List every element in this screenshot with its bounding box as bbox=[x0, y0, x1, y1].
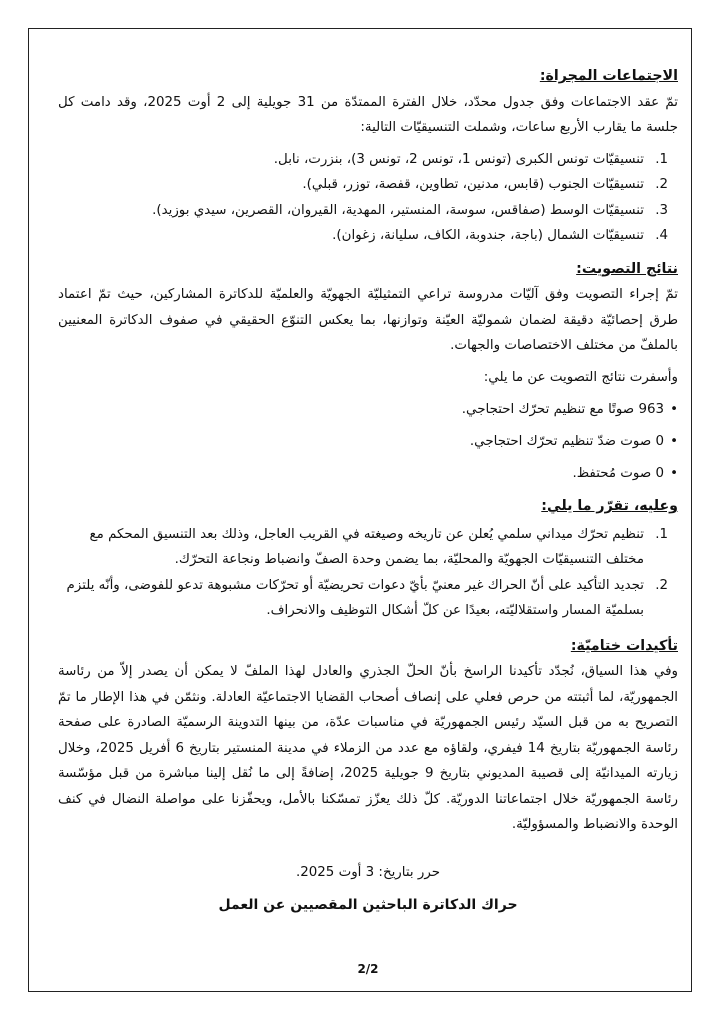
list-item: • 0 صوت مُحتفظ. bbox=[58, 458, 678, 490]
decisions-list bbox=[58, 522, 678, 624]
list-item bbox=[58, 198, 678, 224]
list-number: 2. bbox=[655, 177, 668, 192]
voting-results-list bbox=[58, 394, 678, 490]
list-item bbox=[58, 172, 678, 198]
list-item bbox=[58, 223, 678, 249]
list-text: تنسيقيّات الوسط (صفاقس، سوسة، المنستير، المهدية، القيروان، القصرين، سيدي بوزيد). bbox=[152, 202, 644, 218]
meetings-list bbox=[58, 147, 678, 249]
date-line: حرر بتاريخ: 3 أوت 2025. bbox=[295, 864, 441, 880]
document-body bbox=[58, 60, 678, 990]
list-text: تنظيم تحرّك ميداني سلمي يُعلن عن تاريخه وصيغته في القريب العاجل، وذلك بعد التنسيق المحكم مع مختلف التنسيقيّات الجهويّة والمحليّة، بما يضمن وحدة الصفّ وانضباط ونجاعة التحرّك. bbox=[89, 526, 644, 567]
signature: حراك الدكاترة الباحثين المقصيين عن العمل bbox=[218, 897, 518, 913]
list-text: تجديد التأكيد على أنّ الحراك غير معنيّ بأيّ دعوات تحريضيّة أو تحرّكات مشبوهة تدعو للفوضى، وأنّه يلتزم بسلميّة المسار واستقلاليّته، بعيدًا عن كلّ أشكال التوظيف والانحراف. bbox=[66, 577, 644, 618]
list-text: تنسيقيّات الشمال (باجة، جندوبة، الكاف، سليانة، زغوان). bbox=[332, 228, 644, 243]
list-number: 1. bbox=[655, 151, 668, 167]
list-number: 2. bbox=[655, 577, 668, 593]
voting-results-intro: وأسفرت نتائج التصويت عن ما يلي: bbox=[483, 369, 678, 385]
list-item: • 963 صوتًا مع تنظيم تحرّك احتجاجي. bbox=[58, 394, 678, 426]
meetings-heading: الاجتماعات المجراة: bbox=[539, 68, 678, 84]
list-text: تنسيقيّات الجنوب (قابس، مدنين، تطاوين، قفصة، توزر، قبلي). bbox=[302, 177, 644, 192]
list-item: • 0 صوت ضدّ تنظيم تحرّك احتجاجي. bbox=[58, 426, 678, 458]
page-number: 2/2 bbox=[357, 962, 379, 976]
list-item bbox=[58, 573, 678, 624]
meetings-intro: تمّ عقد الاجتماعات وفق جدول محدّد، خلال الفترة الممتدّة من 31 جويلية إلى 2 أوت 2025، وقد دامت كل جلسة ما يقارب الأربع ساعات، وشملت التنسيقيّات التالية: bbox=[58, 94, 678, 135]
list-text: تنسيقيّات تونس الكبرى (تونس 1، تونس 2، تونس 3)، بنزرت، نابل. bbox=[273, 151, 644, 167]
closing-paragraph: وفي هذا السياق، نُجدّد تأكيدنا الراسخ بأنّ الحلّ الجذري والعادل لهذا الملفّ لا يمكن أن يصدر إلاّ من رئاسة الجمهوريّة، لما أثبتته من حرص فعلي على إنصاف أصحاب القضايا الاجتماعيّة العادلة. ونثمّن في هذا الإطار ما تمّ التصريح به من قبل السيّد رئيس الجمهوريّة في مناسبات عدّة، من بينها التدوينة الرسميّة الصادرة على صفحة رئاسة الجمهوريّة بتاريخ 14 فيفري، ولقاؤه مع عدد من الزملاء في مدينة المنستير بتاريخ 6 أفريل 2025، وخلال زيارته الميدانيّة إلى قصيبة المديوني بتاريخ 9 جويلية 2025، إضافةً إلى ما نُقل إلينا مباشرة من قبل مؤسّسة رئاسة الجمهوريّة خلال اجتماعاتنا الدوريّة. كلّ ذلك يعزّز تمسّكنا بالأمل، ويحفّزنا على مواصلة النضال في كنف الوحدة والانضباط والمسؤوليّة. bbox=[58, 664, 679, 832]
voting-intro: تمّ إجراء التصويت وفق آليّات مدروسة تراعي التمثيليّة الجهويّة والعلميّة للدكاترة المشاركين، حيث تمّ اعتماد طرق إحصائيّة دقيقة لضمان شموليّة العيّنة وتوازنها، بما يعكس التنوّع الحقيقي في صفوف الدكاترة المعنيين بالملفّ من مختلف الاختصاصات والجهات. bbox=[58, 287, 678, 353]
list-number: 4. bbox=[655, 228, 668, 243]
list-number: 3. bbox=[655, 202, 668, 218]
decisions-heading: وعليه، تقرّر ما يلي: bbox=[541, 498, 678, 514]
closing-heading: تأكيدات ختاميّة: bbox=[570, 637, 678, 654]
list-number: 1. bbox=[655, 526, 668, 542]
voting-heading: نتائج التصويت: bbox=[576, 260, 678, 277]
list-item bbox=[58, 522, 678, 573]
list-item bbox=[58, 147, 678, 173]
